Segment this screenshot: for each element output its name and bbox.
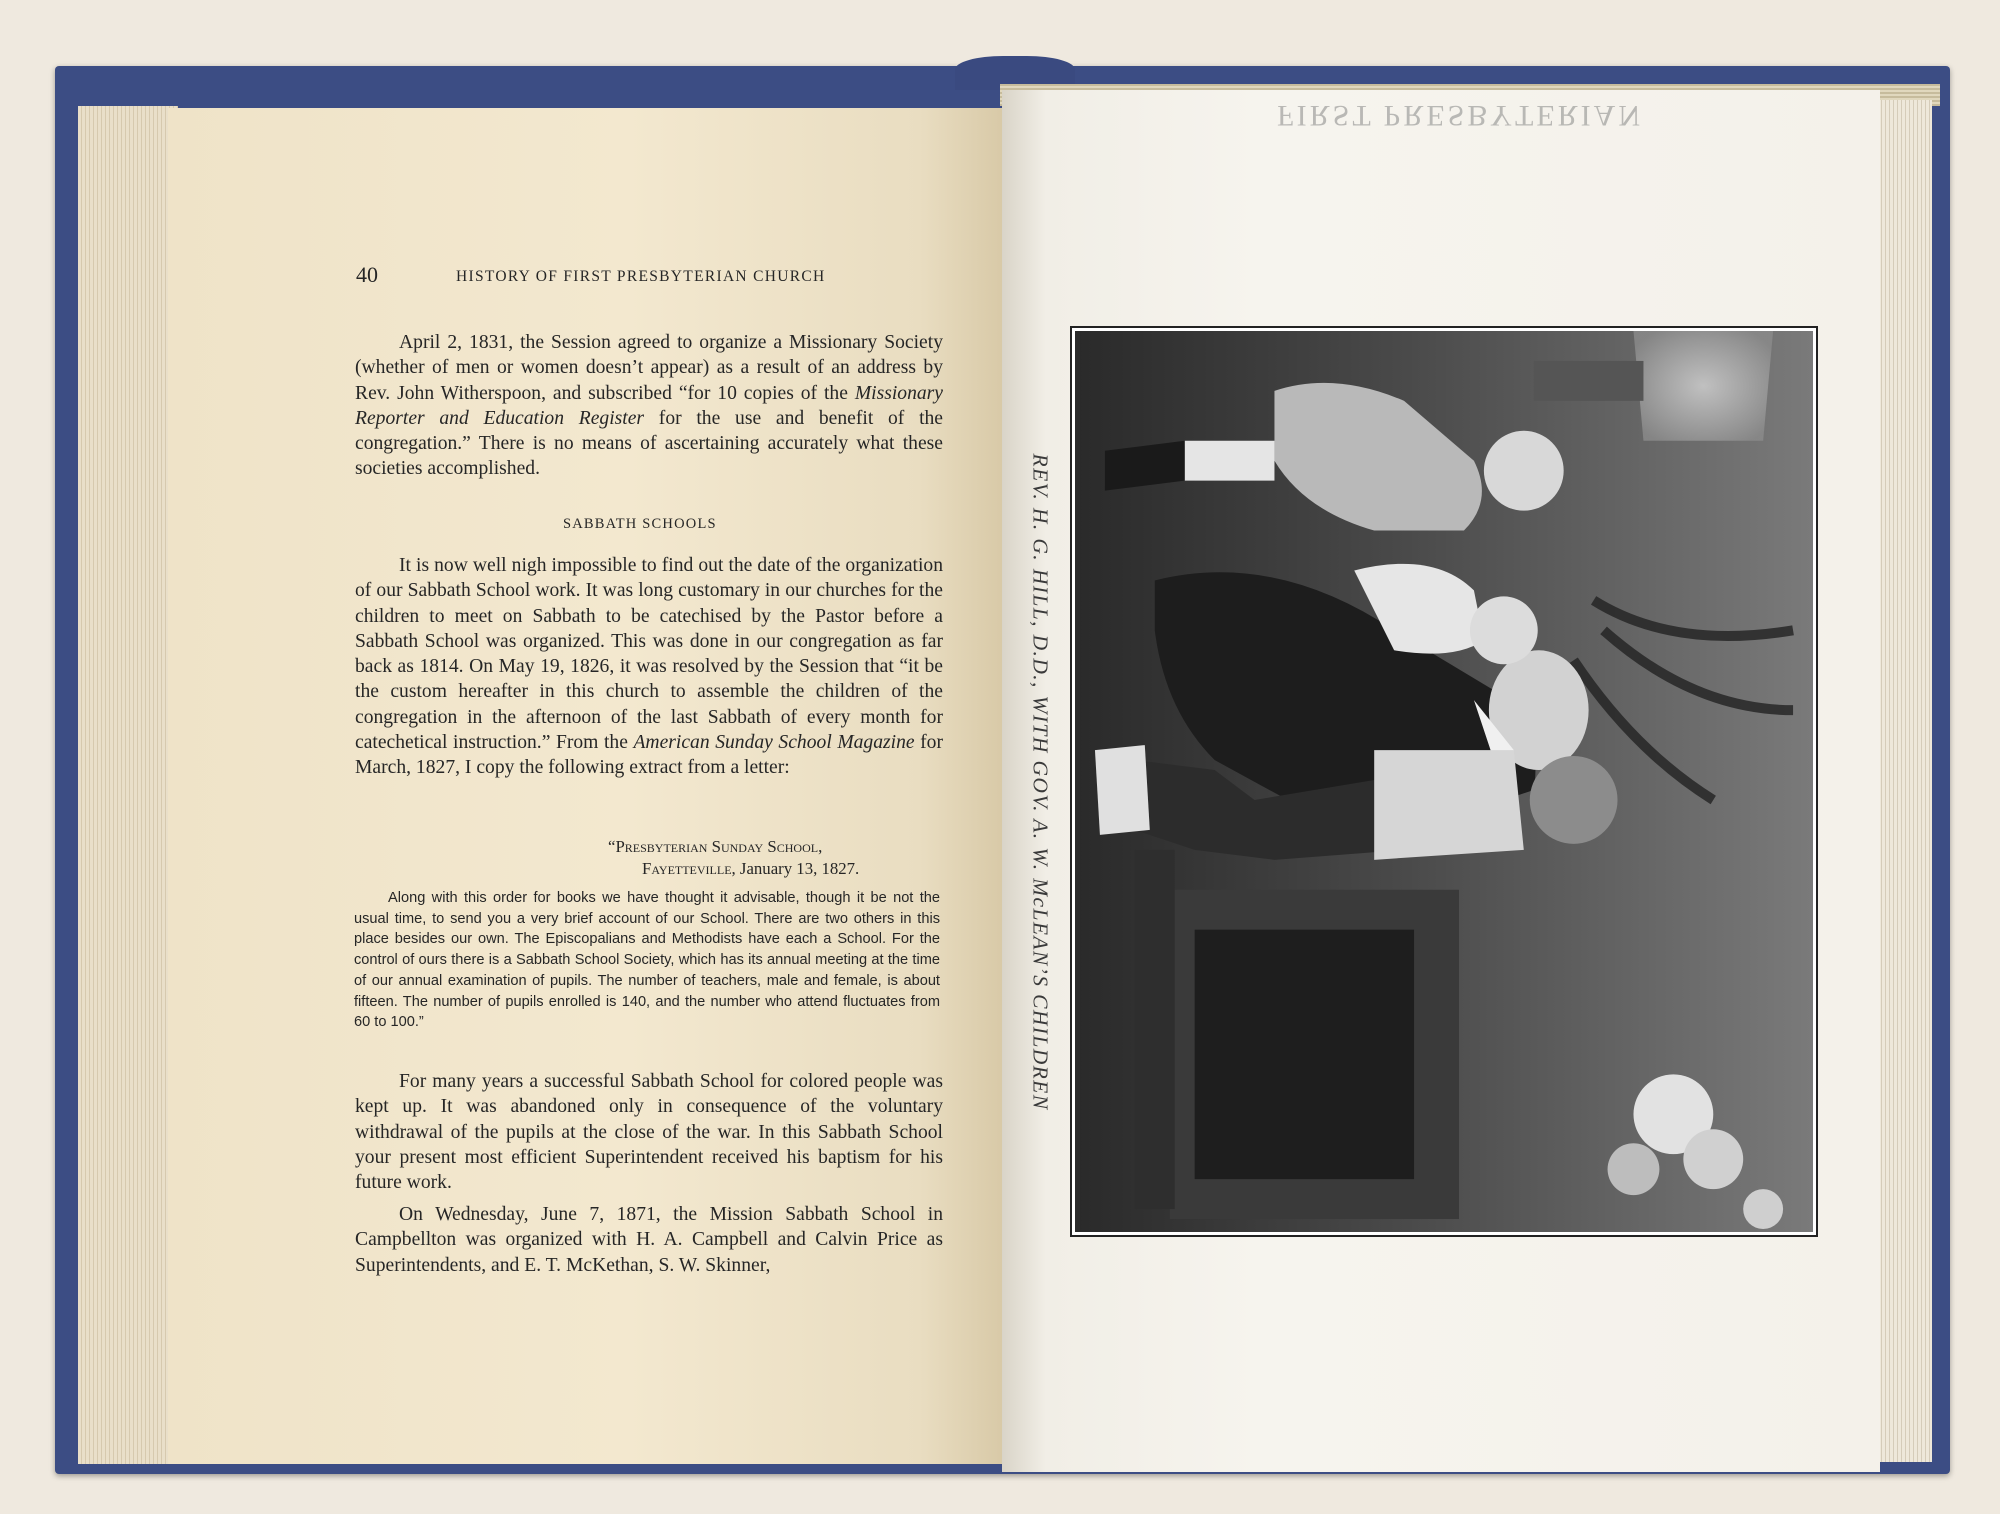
photograph-frame xyxy=(1070,326,1818,1237)
quote-heading xyxy=(600,836,908,880)
photo-lamp xyxy=(1633,331,1773,441)
quote-heading-line1: “Presbyterian Sunday School, xyxy=(608,837,823,856)
paragraph-mission-school xyxy=(355,1202,943,1278)
photo-caption-text: REV. H. G. HILL, D.D., WITH GOV. A. W. McLEAN’S CHILDREN xyxy=(1028,453,1053,1111)
para2-start: It is now well nigh impossible to find out the date of the organization of our Sabbath School work. It was long customary in our churches for the children to meet on Sabbath to be catechised by the Pastor before a Sabbath School was organized. This was done in our congregation as far back as 1814. On May 19, 1826, it was resolved by the Session that “it be the custom hereafter in this church to assemble the children of the congregation in the afternoon of the last Sabbath of every month for catechetical instruction.” From the xyxy=(355,555,943,754)
quote-body xyxy=(354,888,940,1033)
photograph xyxy=(1075,331,1813,1232)
left-page-stack xyxy=(78,106,178,1464)
quote-heading-line2 xyxy=(600,858,908,880)
paragraph-missionary-society xyxy=(355,330,943,482)
para1-end: for the use and benefit of the congregation.” There is no means of ascertaining accurately what these societies accomplished. xyxy=(355,407,943,480)
running-head: HISTORY OF FIRST PRESBYTERIAN CHURCH xyxy=(456,268,826,285)
para1-title: Missionary Reporter and Education Register xyxy=(355,382,943,429)
page-number: 40 xyxy=(356,262,378,287)
para2-title: American Sunday School Magazine xyxy=(633,732,915,754)
quote-heading-place: Fayetteville, xyxy=(642,859,736,878)
quote-heading-date: January 13, 1827. xyxy=(735,859,860,878)
para4-text: On Wednesday, June 7, 1871, the Mission Sabbath School in Campbellton was organized with H. A. Campbell and Calvin Price as Superintendents, and E. T. McKethan, S. W. Skinner, xyxy=(355,1204,943,1276)
quote-text: Along with this order for books we have thought it advisable, though it be not the usual time, to send you a very brief account of our School. There are two others in this place besides our own. The Episcopalians and Methodists have each a School. For the control of ours there is a Sabbath School Society, which has its annual meeting at the time of our annual examination of pupils. The number of teachers, male and female, is about fifteen. The number of pupils enrolled is 140, and the number who attend fluctuates from 60 to 100.” xyxy=(354,890,940,1031)
bleed-through-text: FIRST PRESBYTERIAN xyxy=(1276,99,1643,132)
section-heading: SABBATH SCHOOLS xyxy=(563,516,717,532)
paragraph-colored-school xyxy=(355,1069,943,1195)
paragraph-sabbath-schools xyxy=(355,553,943,781)
para1-start: April 2, 1831, the Session agreed to organize a Missionary Society (whether of men or women doesn’t appear) as a result of an address by Rev. John Witherspoon, and subscribed “for 10 copies of the xyxy=(355,332,943,404)
para3-text: For many years a successful Sabbath School for colored people was kept up. It was abandoned only in consequence of the voluntary withdrawal of the pupils at the close of the war. In this Sabbath School your present most efficient Superintendent received his baptism for his future work. xyxy=(355,1071,943,1194)
para2-end: for March, 1827, I copy the following extract from a letter: xyxy=(355,732,943,779)
